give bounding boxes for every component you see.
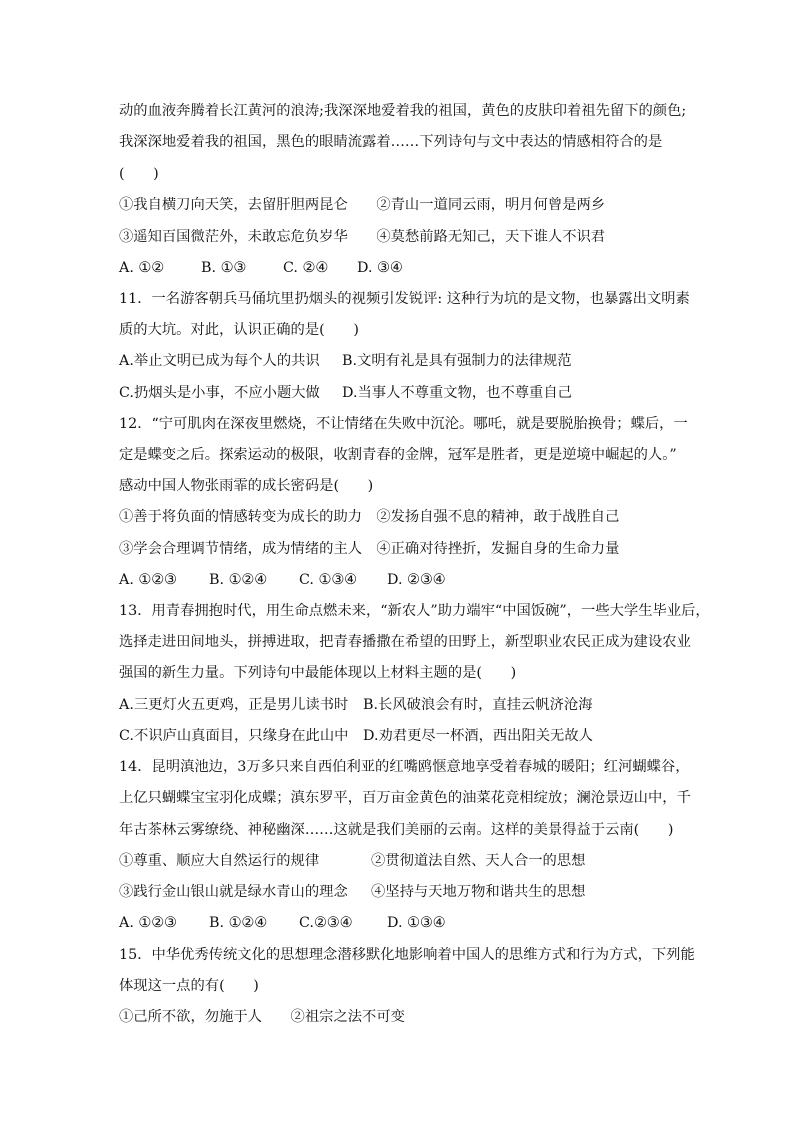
q14-items-row-2 [119,883,585,901]
q12-choices [119,571,446,589]
q11-option-d: D.当事人不尊重文物，也不尊重自己 [342,385,572,401]
q11-stem-line-1: 11．一名游客朝兵马俑坑里扔烟头的视频引发锐评: 这种行为坑的是文物，也暴露出文明素 [119,291,690,307]
q11-option-b: B.文明有礼是具有强制力的法律规范 [342,353,572,369]
q13-option-b: B.长风破浪会有时，直挂云帆济沧海 [363,697,593,713]
q11-options-row-1 [119,352,572,370]
q11-options-row-2 [119,384,572,402]
q15-stem-line-1: 15．中华优秀传统文化的思想理念潜移默化地影响着中国人的思维方式和行为方式，下列能 [119,947,695,963]
q14-item-3: ③践行金山银山就是绿水青山的理念 [119,884,348,900]
q10-stem-line-1: 动的血液奔腾着长江黄河的浪涛;我深深地爱着我的祖国，黄色的皮肤印着祖先留下的颜色; [119,103,687,119]
q15-item-1-2: ①己所不欲，勿施于人 ②祖宗之法不可变 [119,1009,405,1025]
q13-options-row-2 [119,727,593,745]
q10-choice-c: C. ②④ [283,260,329,276]
q12-choice-a: A. ①②③ [119,572,177,588]
q13-option-a: A.三更灯火五更鸡，正是男儿读书时 [119,697,349,713]
q10-item-3-4: ③遥知百国微茫外，未敢忘危负岁华 ④莫愁前路无知己，天下谁人不识君 [119,229,606,245]
q14-stem-line-1: 14．昆明滇池边，3万多只来自西伯利亚的红嘴鸥惬意地享受着春城的暖阳；红河蝴蝶谷， [119,759,690,775]
q14-choice-d: D. ①③④ [387,915,446,931]
q10-choice-b: B. ①③ [201,260,247,276]
q13-stem-line-3: 强国的新生力量。下列诗句中最能体现以上材料主题的是( ) [119,665,517,681]
q13-stem-line-1: 13．用青春拥抱时代，用生命点燃未来，“新农人”助力端牢“中国饭碗”，一些大学生毕业后， [119,603,710,619]
q15-stem-line-2: 体现这一点的有( ) [119,978,259,994]
q10-choices [119,259,403,277]
q11-option-a: A.举止文明已成为每个人的共识 [119,353,320,369]
q14-choices [119,914,446,932]
q11-stem-line-2: 质的大坑。对此，认识正确的是( ) [119,322,359,338]
q13-option-c: C.不识庐山真面目，只缘身在此山中 [119,728,349,744]
q10-choice-a: A. ①② [119,260,165,276]
q12-item-1-2: ①善于将负面的情感转变为成长的助力 ②发扬自强不息的精神，敢于战胜自己 [119,509,620,525]
q14-item-1: ①尊重、顺应大自然运行的规律 [119,853,320,869]
q14-item-2: ②贯彻道法自然、天人合一的思想 [371,853,586,869]
q12-stem-line-1: 12．“宁可肌肉在深夜里燃烧，不让情绪在失败中沉沦。哪吒，就是要脱胎换骨；蝶后，一 [119,416,688,432]
q12-choice-b: B. ①②④ [209,572,268,588]
q14-choice-a: A. ①②③ [119,915,177,931]
q12-choice-d: D. ②③④ [387,572,446,588]
q10-choice-d: D. ③④ [357,260,403,276]
q12-item-3-4: ③学会合理调节情绪，成为情绪的主人 ④正确对待挫折，发掘自身的生命力量 [119,541,620,557]
q12-stem-line-3: 感动中国人物张雨霏的成长密码是( ) [119,478,374,494]
q14-choice-b: B. ①②④ [209,915,268,931]
q10-stem-line-2: 我深深地爱着我的祖国，黑色的眼睛流露着……下列诗句与文中表达的情感相符合的是 [119,134,663,150]
q14-items-row-1 [119,852,585,870]
q12-choice-c: C. ①③④ [299,572,357,588]
q13-option-d: D.劝君更尽一杯酒，西出阳关无故人 [363,728,593,744]
q13-options-row-1 [119,696,593,714]
q12-stem-line-2: 定是蝶变之后。探索运动的极限，收割青春的金牌，冠军是胜者，更是逆境中崛起的人。” [119,447,677,463]
q10-answer-blank: ( ) [119,166,159,182]
q14-item-4: ④坚持与天地万物和谐共生的思想 [371,884,586,900]
q14-stem-line-3: 年古茶林云雾缭绕、神秘幽深……这就是我们美丽的云南。这样的美景得益于云南( ) [119,822,674,838]
q13-stem-line-2: 选择走进田间地头，拼搏进取，把青春播撒在希望的田野上，新型职业农民正成为建设农业 [119,634,691,650]
q11-option-c: C.扔烟头是小事，不应小题大做 [119,385,320,401]
q14-stem-line-2: 上亿只蝴蝶宝宝羽化成蝶；滇东罗平，百万亩金黄色的油菜花竞相绽放；澜沧景迈山中，千 [119,790,691,806]
q10-item-1-2: ①我自横刀向天笑，去留肝胆两昆仑 ②青山一道同云雨，明月何曾是两乡 [119,197,606,213]
q14-choice-c: C.②③④ [299,915,353,931]
